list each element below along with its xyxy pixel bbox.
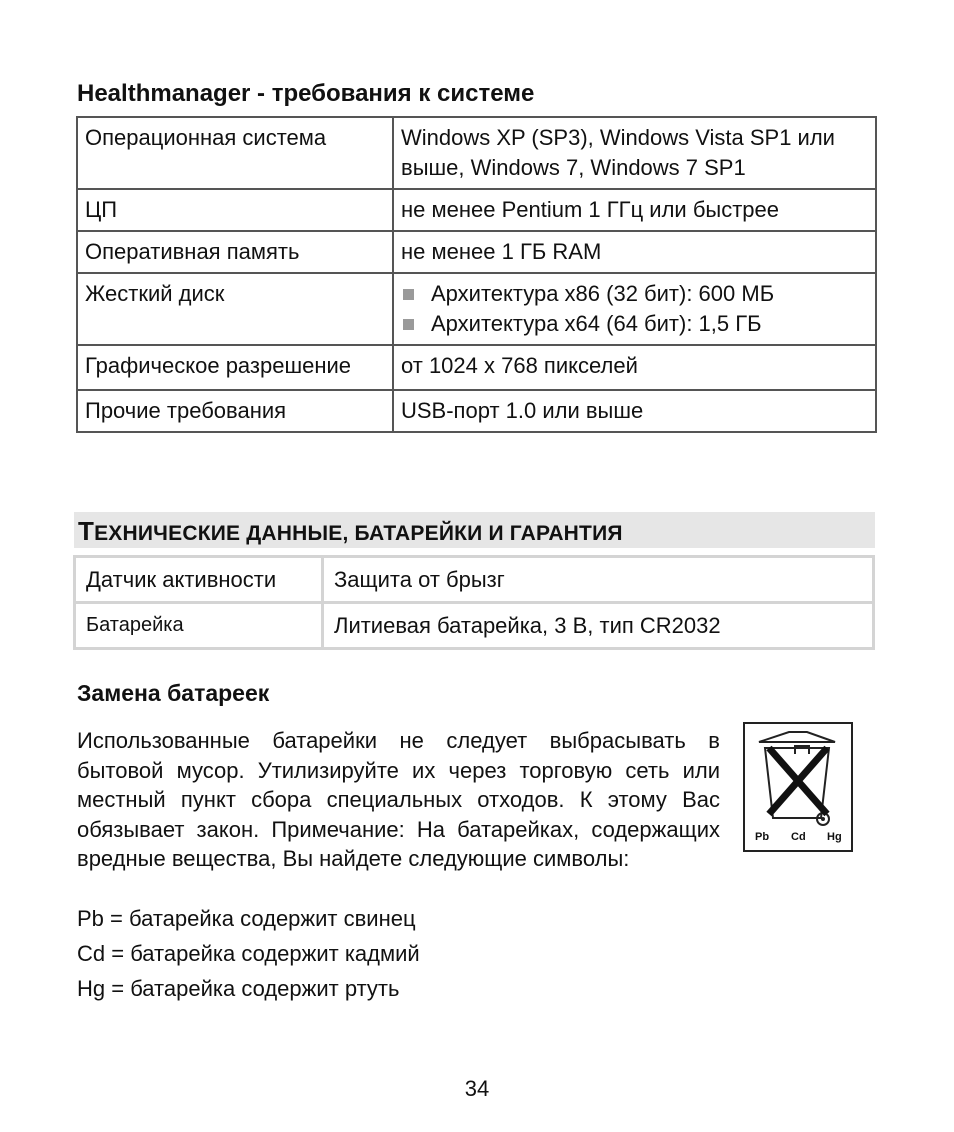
cd-line: Cd = батарейка содержит кадмий <box>77 941 420 966</box>
page-number: 34 <box>464 1076 490 1101</box>
table-row <box>75 557 874 603</box>
req-label-ram: Оперативная память <box>77 231 393 273</box>
tech-label-battery: Батарейка <box>75 603 323 649</box>
hg-symbol-label: Hg <box>827 831 842 843</box>
square-bullet-icon <box>403 319 414 330</box>
req-value-other: USB-порт 1.0 или выше <box>393 390 876 432</box>
requirements-title: Healthmanager - требования к системе <box>77 80 535 107</box>
tech-label-sensor: Датчик активности <box>75 557 323 603</box>
table-row <box>77 390 876 432</box>
req-label-graphics: Графическое разрешение <box>77 345 393 390</box>
tech-section-title <box>78 516 623 547</box>
req-label-os: Операционная система <box>77 117 393 189</box>
tech-value-sensor: Защита от брызг <box>323 557 874 603</box>
req-value-graphics: от 1024 x 768 пикселей <box>393 345 876 390</box>
table-row <box>77 117 876 189</box>
req-label-disk: Жесткий диск <box>77 273 393 345</box>
list-item <box>401 279 868 309</box>
req-value-disk <box>393 273 876 345</box>
req-value-cpu: не менее Pentium 1 ГГц или быстрее <box>393 189 876 231</box>
table-row <box>77 345 876 390</box>
list-item <box>401 309 868 339</box>
battery-section-title: Замена батареек <box>77 680 270 706</box>
req-value-ram: не менее 1 ГБ RAM <box>393 231 876 273</box>
hg-line: Hg = батарейка содержит ртуть <box>77 976 400 1001</box>
disk-bullet-list <box>401 279 868 339</box>
battery-paragraph: Использованные батарейки не следует выбрасывать в бытовой мусор. Утилизируйте их через торговую сеть или местный пункт сбора специальных отходов. К этому Вас обязывает закон. Примечание: На батарейках, содержащих вредные вещества, Вы найдете следующие символы: <box>77 728 720 871</box>
tech-table <box>73 555 875 650</box>
table-row <box>77 273 876 345</box>
table-row <box>77 189 876 231</box>
requirements-table <box>76 116 877 433</box>
pb-symbol-label: Pb <box>755 831 770 843</box>
table-row <box>77 231 876 273</box>
bullet-text: Архитектура x64 (64 бит): 1,5 ГБ <box>431 311 762 336</box>
table-row <box>75 603 874 649</box>
cd-symbol-label: Cd <box>791 831 806 843</box>
tech-title-initial: Т <box>78 516 95 546</box>
req-label-other: Прочие требования <box>77 390 393 432</box>
req-value-os: Windows XP (SP3), Windows Vista SP1 или выше, Windows 7, Windows 7 SP1 <box>393 117 876 189</box>
square-bullet-icon <box>403 289 414 300</box>
bullet-text: Архитектура x86 (32 бит): 600 МБ <box>431 281 775 306</box>
tech-value-battery: Литиевая батарейка, 3 В, тип CR2032 <box>323 603 874 649</box>
pb-line: Pb = батарейка содержит свинец <box>77 906 416 931</box>
req-label-cpu: ЦП <box>77 189 393 231</box>
tech-title-rest: ЕХНИЧЕСКИЕ ДАННЫЕ, БАТАРЕЙКИ И ГАРАНТИЯ <box>94 522 623 545</box>
crossed-out-wheelie-bin-icon <box>743 722 853 852</box>
